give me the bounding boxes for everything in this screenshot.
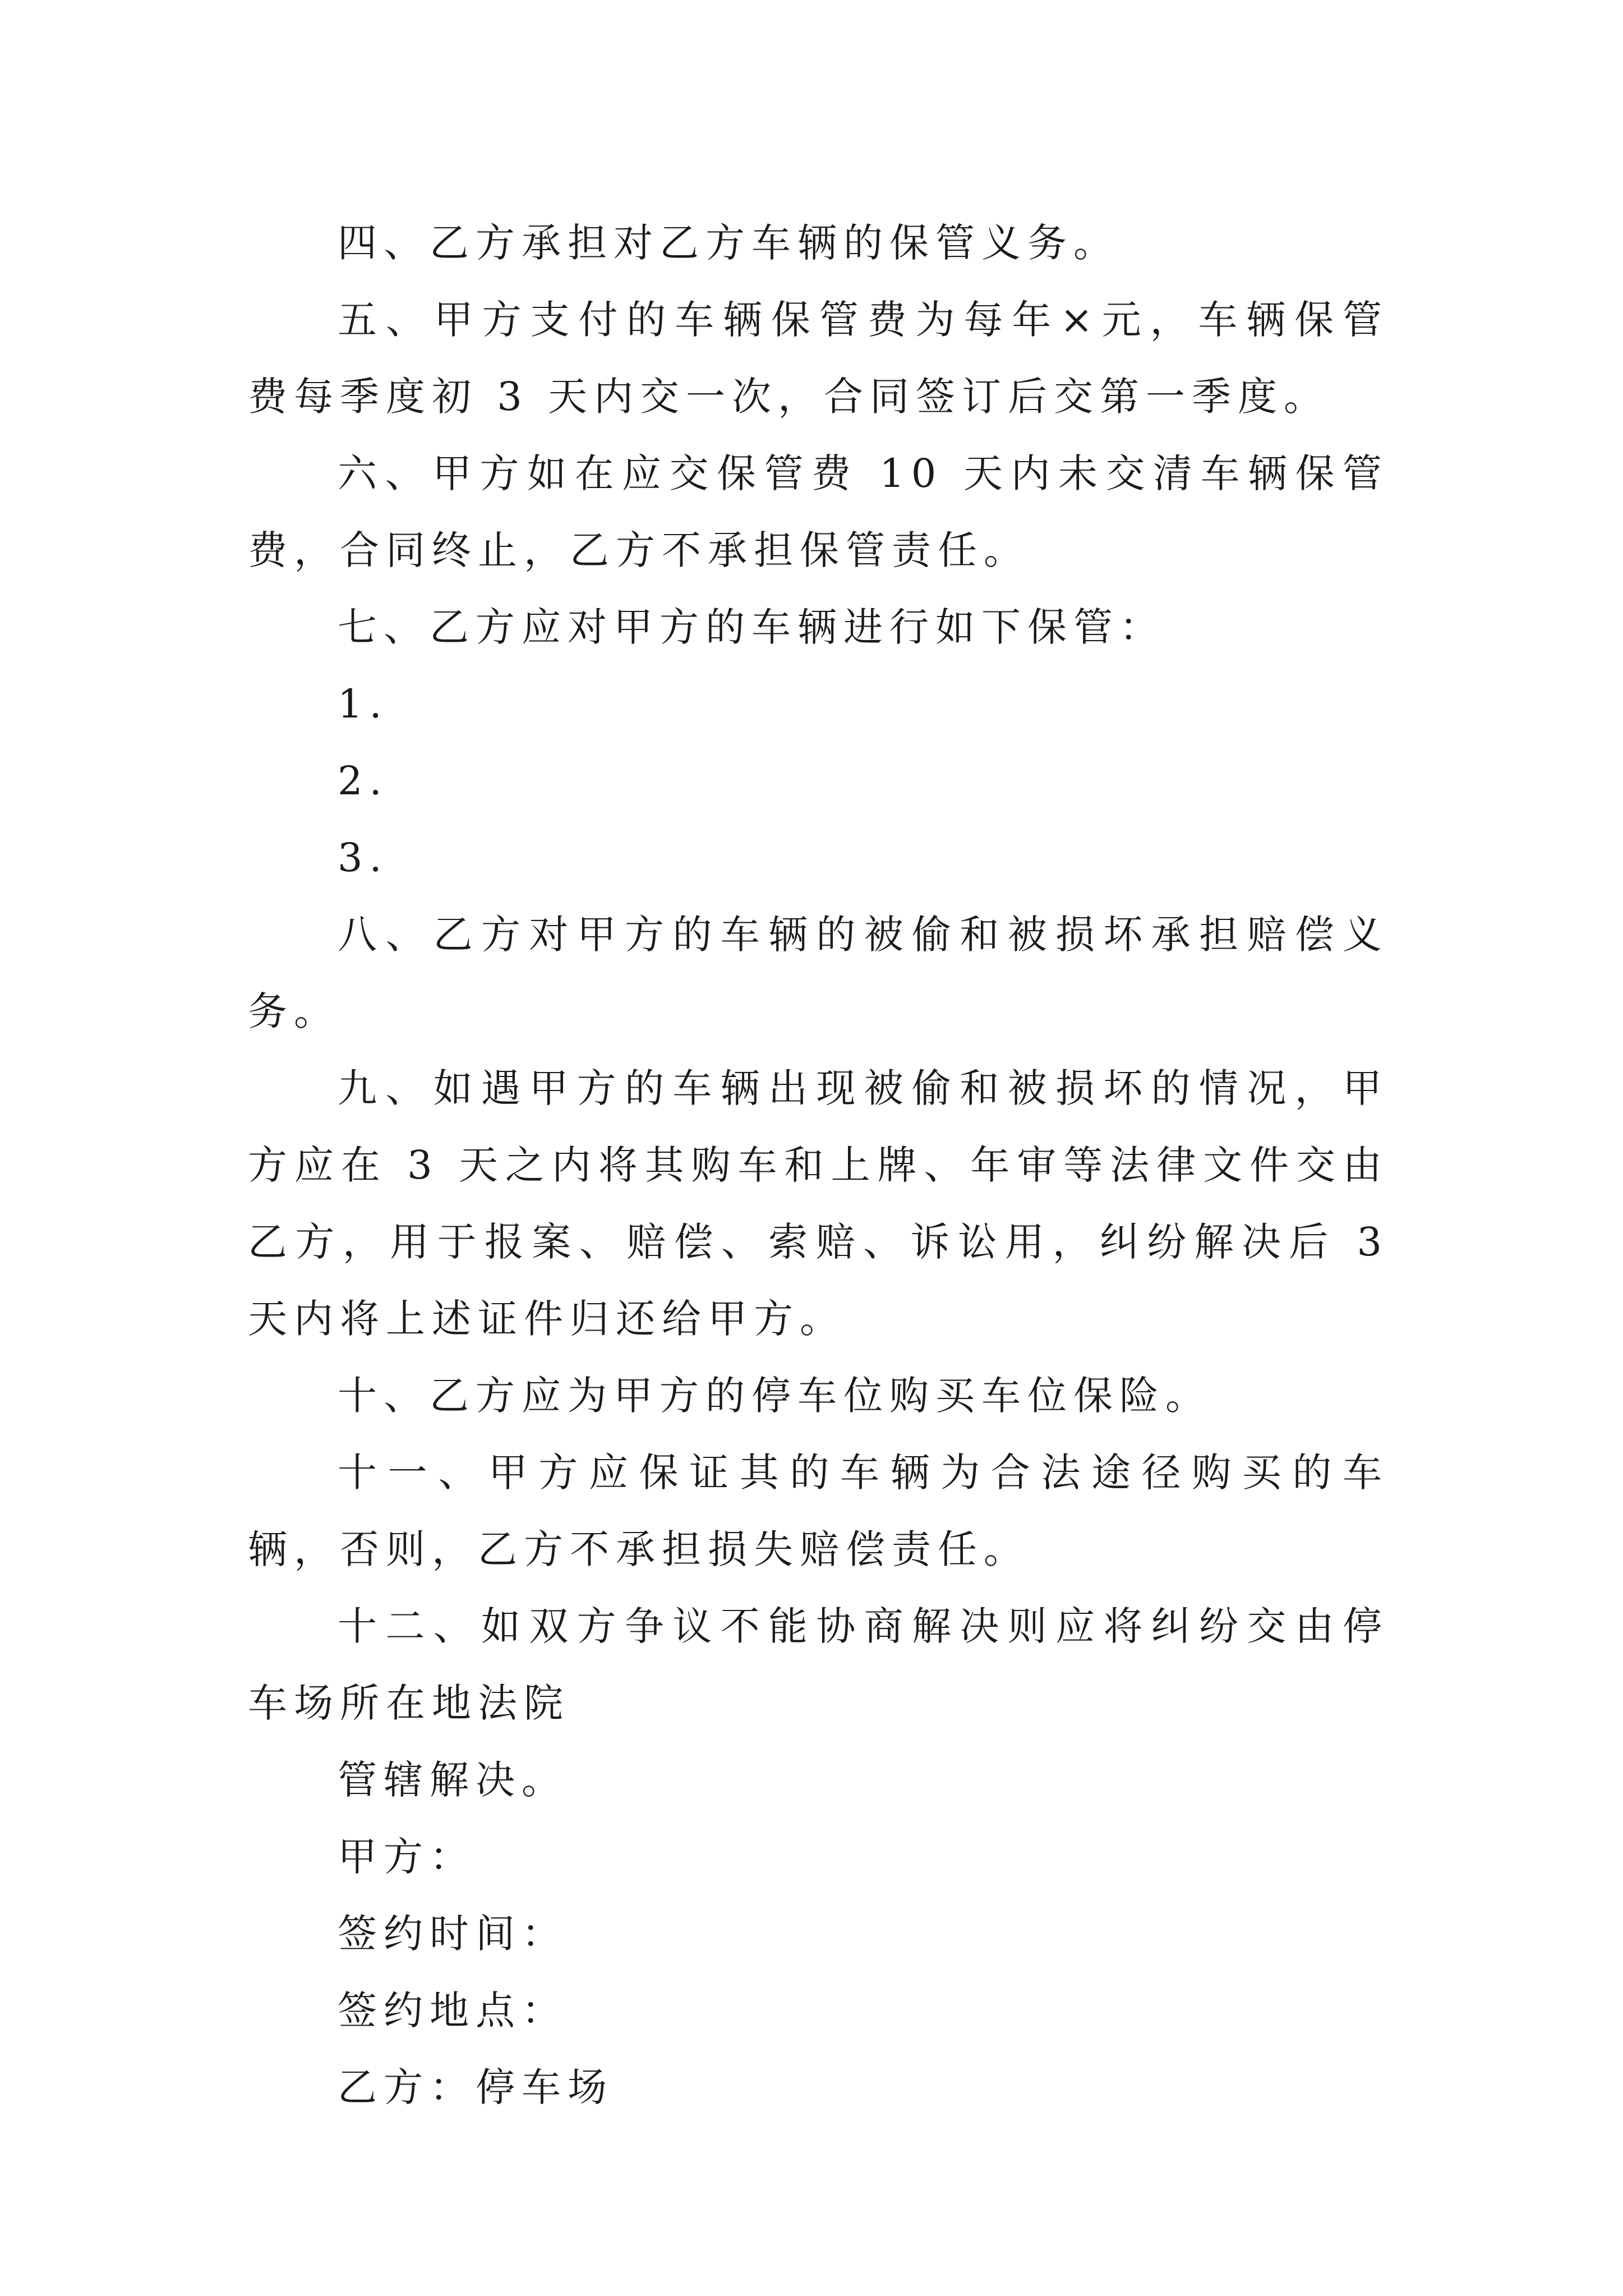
document-body [248,205,1389,2126]
clause-4-paragraph: 四、乙方承担对乙方车辆的保管义务。 [338,220,1119,266]
party-b-signature-line: 乙方：停车场 [338,2064,614,2110]
clause-11-paragraph: 十一、甲方应保证其的车辆为合法途径购买的车辆，否则，乙方不承担损失赔偿责任。 [248,1450,1389,1572]
clause-5-paragraph: 五、甲方支付的车辆保管费为每年×元，车辆保管费每季度初 3 天内交一次，合同签订后交第一季度。 [248,297,1389,420]
clause-9-paragraph: 九、如遇甲方的车辆出现被偷和被损坏的情况，甲方应在 3 天之内将其购车和上牌、年审等法律文件交由乙方，用于报案、赔偿、索赔、诉讼用，纠纷解决后 3 天内将上述证件归还给甲方。 [248,1065,1389,1342]
signing-time-line: 签约时间： [338,1911,568,1957]
clause-12-paragraph: 十二、如双方争议不能协商解决则应将纠纷交由停车场所在地法院 [248,1603,1389,1726]
clause-12-continuation: 管辖解决。 [338,1757,568,1803]
clause-7-paragraph: 七、乙方应对甲方的车辆进行如下保管： [338,604,1165,650]
list-item-3: 3. [338,835,389,881]
list-item-1: 1. [338,681,389,727]
list-item-2: 2. [338,758,389,804]
party-a-signature-line: 甲方： [338,1834,476,1880]
clause-8-paragraph: 八、乙方对甲方的车辆的被偷和被损坏承担赔偿义务。 [248,912,1389,1034]
signing-place-line: 签约地点： [338,1987,568,2033]
clause-10-paragraph: 十、乙方应为甲方的停车位购买车位保险。 [338,1373,1211,1419]
clause-6-paragraph: 六、甲方如在应交保管费 10 天内未交清车辆保管费，合同终止，乙方不承担保管责任。 [248,450,1389,573]
